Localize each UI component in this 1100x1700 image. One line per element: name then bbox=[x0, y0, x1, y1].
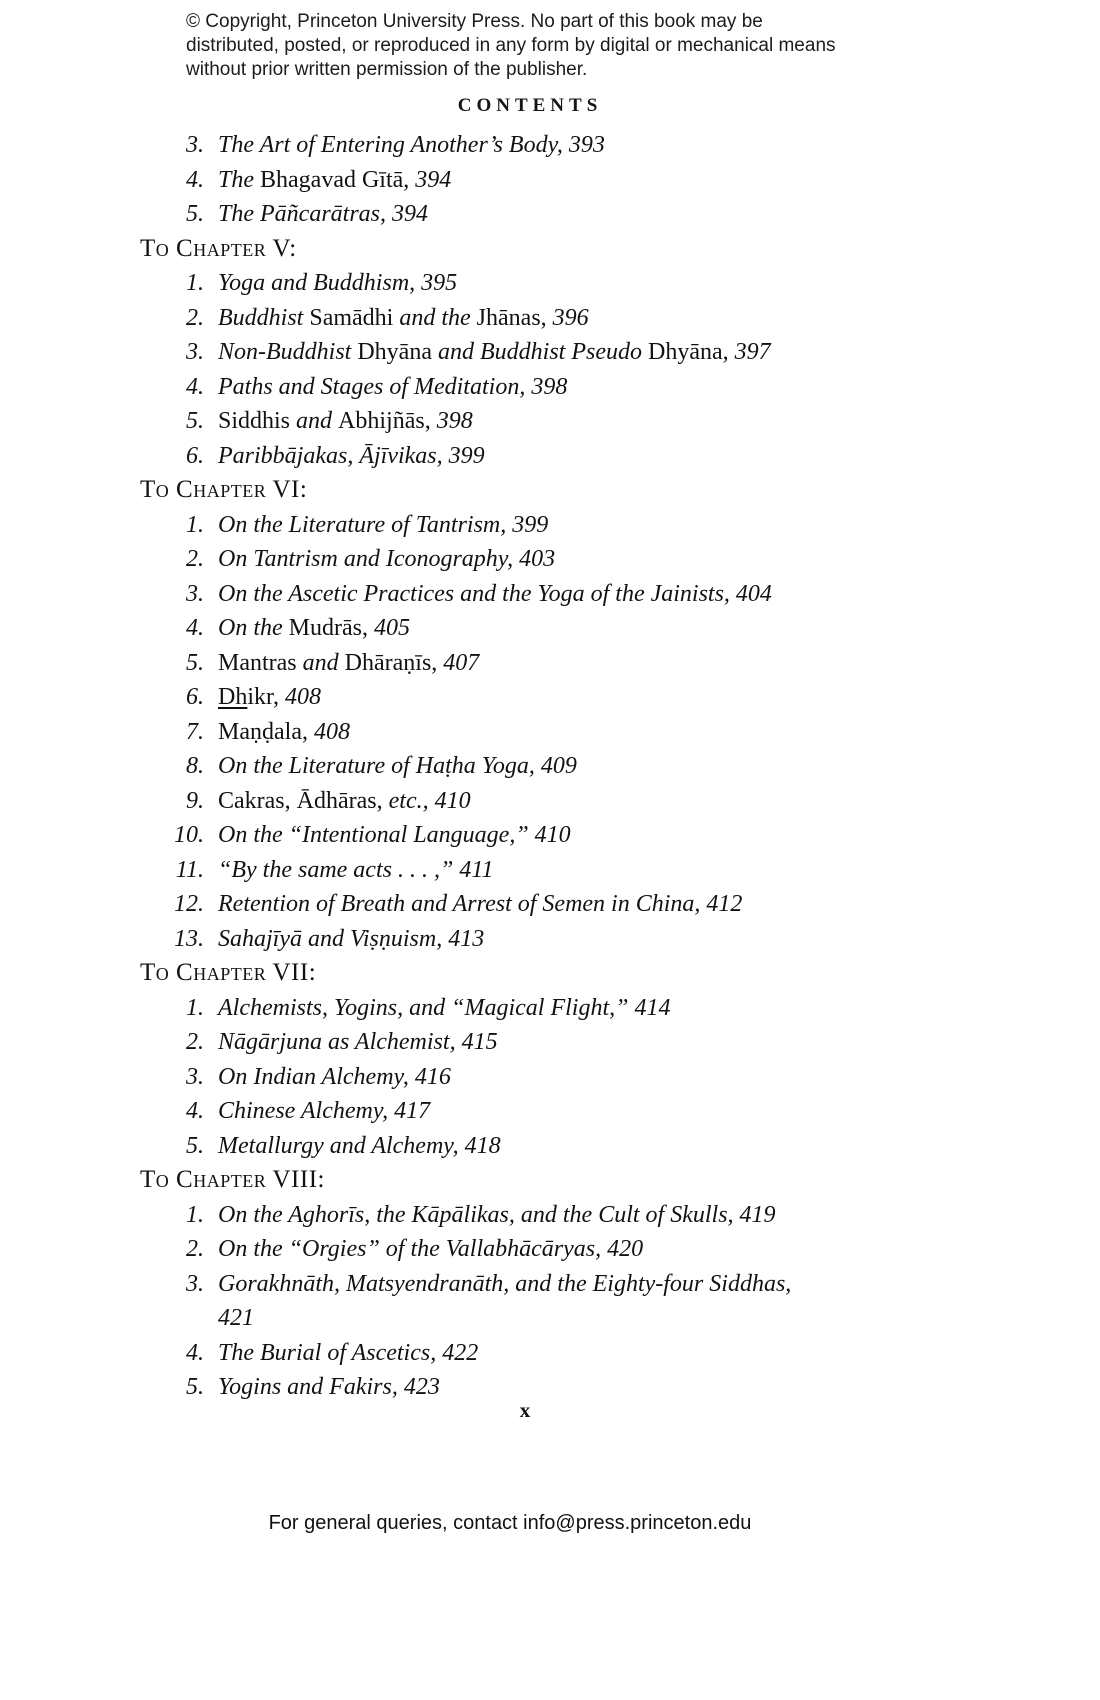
toc-item-number: 8. bbox=[186, 753, 204, 779]
toc-item-number: 5. bbox=[186, 1132, 204, 1159]
toc-item-text: On Indian Alchemy, 416 bbox=[218, 1063, 451, 1090]
toc-item-text: On Tantrism and Iconography, 403 bbox=[218, 546, 556, 572]
toc-item bbox=[186, 266, 918, 301]
toc-item-number: 2. bbox=[186, 304, 204, 331]
toc-section-heading: To Chapter VII: bbox=[140, 959, 317, 986]
toc-item bbox=[186, 680, 918, 715]
toc-item bbox=[186, 749, 918, 784]
toc-item bbox=[186, 1336, 918, 1371]
toc-item-number: 4. bbox=[186, 373, 204, 400]
toc-item-number: 2. bbox=[186, 1236, 204, 1262]
toc-item bbox=[186, 335, 918, 370]
toc-item-text: Paribbājakas, Ājīvikas, 399 bbox=[218, 442, 485, 469]
toc-item-number: 3. bbox=[186, 1270, 204, 1297]
contents-heading: CONTENTS bbox=[457, 95, 603, 116]
toc-item-number: 10. bbox=[174, 822, 204, 848]
toc-item bbox=[186, 301, 918, 336]
toc-item bbox=[174, 887, 918, 922]
toc-item bbox=[186, 715, 918, 750]
toc-item-number: 3. bbox=[186, 339, 204, 365]
toc-item-number: 2. bbox=[186, 1029, 204, 1055]
toc-item bbox=[186, 163, 918, 198]
toc-item bbox=[186, 404, 918, 439]
toc-item-number: 4. bbox=[186, 1339, 204, 1366]
toc-item-number: 13. bbox=[174, 925, 204, 952]
toc-item-text: Retention of Breath and Arrest of Semen in China, 412 bbox=[218, 891, 743, 917]
toc-item-text: Cakras, Ādhāras, etc., 410 bbox=[218, 787, 471, 814]
toc-item bbox=[186, 1060, 918, 1095]
toc-item bbox=[186, 611, 918, 646]
toc bbox=[0, 128, 960, 1405]
toc-item-text: On the “Intentional Language,” 410 bbox=[218, 822, 571, 848]
toc-item bbox=[174, 818, 918, 853]
toc-item-number: 4. bbox=[186, 615, 204, 641]
toc-item bbox=[186, 1232, 918, 1267]
toc-item bbox=[186, 1129, 918, 1164]
toc-item-number: 2. bbox=[186, 546, 204, 572]
toc-item-text: Mantras and Dhāraṇīs, 407 bbox=[218, 649, 480, 676]
toc-item-number: 1. bbox=[186, 511, 204, 538]
toc-item-number: 7. bbox=[186, 718, 204, 745]
copyright-notice: © Copyright, Princeton University Press. No part of this book may be distributed, posted, or reproduced in any form by digital or mechanical means without prior written permission of the publisher. bbox=[186, 11, 836, 80]
toc-item-text: Yoga and Buddhism, 395 bbox=[218, 270, 458, 296]
toc-item-text: On the Mudrās, 405 bbox=[218, 615, 410, 641]
toc-item-text: Siddhis and Abhijñās, 398 bbox=[218, 408, 473, 434]
toc-item bbox=[186, 370, 918, 405]
toc-item bbox=[186, 991, 918, 1026]
toc-item-text: The Art of Entering Another’s Body, 393 bbox=[218, 132, 605, 158]
toc-item-text: Alchemists, Yogins, and “Magical Flight,” 414 bbox=[218, 994, 671, 1021]
toc-item-number: 1. bbox=[186, 994, 204, 1021]
toc-item-text: On the Literature of Tantrism, 399 bbox=[218, 511, 549, 538]
toc-item bbox=[186, 784, 918, 819]
toc-item-text: Sahajīyā and Viṣṇuism, 413 bbox=[218, 925, 485, 952]
toc-item-text: Metallurgy and Alchemy, 418 bbox=[218, 1132, 501, 1159]
toc-item-text: The Burial of Ascetics, 422 bbox=[218, 1339, 479, 1366]
toc-item bbox=[186, 577, 918, 612]
toc-item-number: 1. bbox=[186, 270, 204, 296]
toc-item-number: 4. bbox=[186, 1098, 204, 1124]
toc-item-text: Chinese Alchemy, 417 bbox=[218, 1098, 431, 1124]
toc-item-number: 5. bbox=[186, 201, 204, 227]
toc-item-number: 9. bbox=[186, 787, 204, 814]
toc-item-text: Nāgārjuna as Alchemist, 415 bbox=[218, 1029, 498, 1055]
toc-item bbox=[186, 542, 918, 577]
toc-item bbox=[186, 1198, 918, 1233]
toc-item-text: Gorakhnāth, Matsyendranāth, and the Eighty-four Siddhas, 421 bbox=[218, 1270, 792, 1331]
toc-item-text: On the “Orgies” of the Vallabhācāryas, 420 bbox=[218, 1236, 644, 1262]
toc-item-text: Buddhist Samādhi and the Jhānas, 396 bbox=[218, 304, 589, 331]
toc-item-text: Yogins and Fakirs, 423 bbox=[218, 1374, 440, 1400]
toc-item-number: 3. bbox=[186, 132, 204, 158]
toc-item-text: The Pāñcarātras, 394 bbox=[218, 201, 428, 227]
toc-item bbox=[174, 922, 918, 957]
toc-item-number: 12. bbox=[174, 891, 204, 917]
toc-item-text: Maṇḍala, 408 bbox=[218, 718, 350, 745]
toc-item bbox=[186, 1267, 918, 1336]
toc-item-text: Dhikr, 408 bbox=[218, 684, 322, 710]
toc-item bbox=[186, 1025, 918, 1060]
toc-item bbox=[186, 508, 918, 543]
toc-item-number: 3. bbox=[186, 580, 204, 607]
toc-item-text: “By the same acts . . . ,” 411 bbox=[218, 856, 494, 883]
toc-item-text: Paths and Stages of Meditation, 398 bbox=[218, 373, 568, 400]
toc-item-text: The Bhagavad Gītā, 394 bbox=[218, 166, 452, 193]
toc-item bbox=[186, 197, 918, 232]
toc-item-text: On the Ascetic Practices and the Yoga of the Jainists, 404 bbox=[218, 580, 772, 607]
toc-item-text: Non-Buddhist Dhyāna and Buddhist Pseudo Dhyāna, 397 bbox=[218, 339, 771, 365]
toc-item bbox=[186, 1094, 918, 1129]
page-number: x bbox=[519, 1398, 531, 1422]
toc-item bbox=[186, 128, 918, 163]
toc-item bbox=[186, 646, 918, 681]
toc-item-number: 11. bbox=[175, 856, 204, 883]
toc-item-number: 6. bbox=[186, 684, 204, 710]
toc-item-number: 1. bbox=[186, 1201, 204, 1228]
toc-item-number: 3. bbox=[186, 1063, 204, 1090]
toc-item-text: On the Aghorīs, the Kāpālikas, and the Cult of Skulls, 419 bbox=[218, 1201, 776, 1228]
toc-item-number: 5. bbox=[186, 408, 204, 434]
toc-section-heading: To Chapter VIII: bbox=[140, 1166, 325, 1193]
toc-item bbox=[186, 439, 918, 474]
toc-section-heading: To Chapter V: bbox=[140, 234, 297, 262]
toc-item-number: 6. bbox=[186, 442, 204, 469]
footer-query-line: For general queries, contact info@press.princeton.edu bbox=[268, 1512, 752, 1534]
toc-section-heading: To Chapter VI: bbox=[140, 476, 308, 503]
toc-item-number: 4. bbox=[186, 166, 204, 193]
toc-item-text: On the Literature of Haṭha Yoga, 409 bbox=[218, 753, 577, 779]
toc-item-number: 5. bbox=[186, 1374, 204, 1400]
toc-item bbox=[175, 853, 918, 888]
toc-item-number: 5. bbox=[186, 649, 204, 676]
